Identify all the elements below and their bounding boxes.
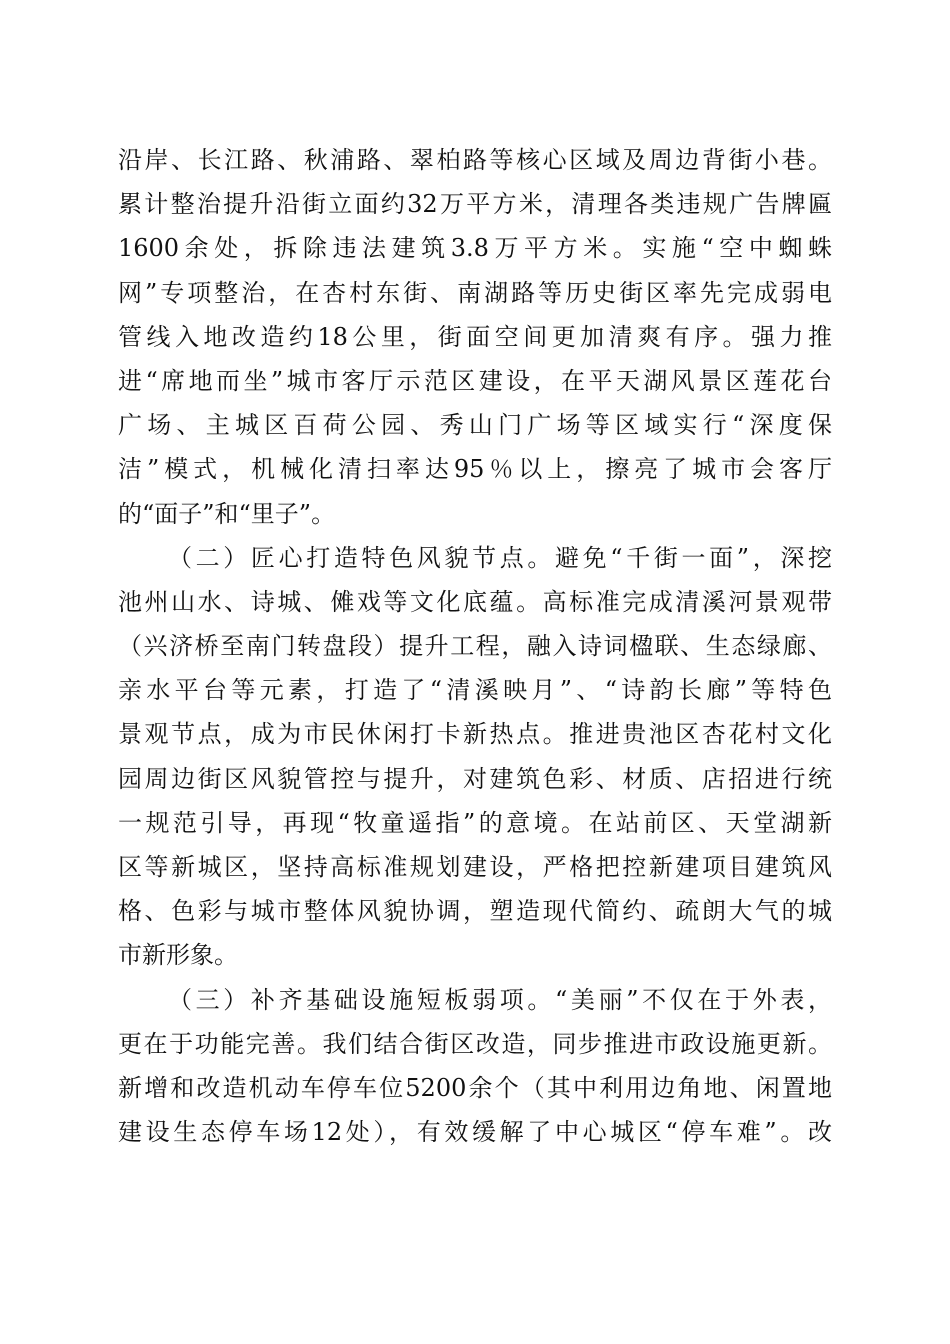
text-line: 一规范引导，再现“牧童遥指”的意境。在站前区、天堂湖新	[118, 808, 832, 837]
text-line: 新增和改造机动车停车位5200余个（其中利用边角地、闲置地	[118, 1073, 832, 1102]
text-line: 园周边街区风貌管控与提升，对建筑色彩、材质、店招进行统	[118, 764, 832, 793]
document-body	[118, 138, 832, 1154]
text-line: 管线入地改造约18公里，街面空间更加清爽有序。强力推	[118, 322, 832, 351]
paragraph-heading-line: （三）补齐基础设施短板弱项。“美丽”不仅在于外表，	[168, 985, 832, 1014]
text-line: （兴济桥至南门转盘段）提升工程，融入诗词楹联、生态绿廊、	[118, 632, 832, 661]
text-line: 格、色彩与城市整体风貌协调，塑造现代简约、疏朗大气的城	[118, 897, 832, 926]
text-line: 进“席地而坐”城市客厅示范区建设，在平天湖风景区莲花台	[118, 366, 832, 395]
text-line: 1600余处，拆除违法建筑3.8万平方米。实施“空中蜘蛛	[118, 234, 832, 263]
text-line: 广场、主城区百荷公园、秀山门广场等区域实行“深度保	[118, 411, 832, 440]
text-line: 的“面子”和“里子”。	[118, 499, 336, 528]
text-line: 亲水平台等元素，打造了“清溪映月”、“诗韵长廊”等特色	[118, 676, 832, 705]
text-line: 洁”模式，机械化清扫率达95％以上，擦亮了城市会客厅	[118, 455, 832, 484]
text-line: 市新形象。	[118, 941, 238, 970]
paragraph-heading-line: （二）匠心打造特色风貌节点。避免“千街一面”，深挖	[168, 543, 832, 572]
text-line: 网”专项整治，在杏村东街、南湖路等历史街区率先完成弱电	[118, 278, 832, 307]
text-line: 累计整治提升沿街立面约32万平方米，清理各类违规广告牌匾	[118, 190, 832, 219]
text-line: 区等新城区，坚持高标准规划建设，严格把控新建项目建筑风	[118, 853, 832, 881]
text-line: 池州山水、诗城、傩戏等文化底蕴。高标准完成清溪河景观带	[118, 587, 832, 616]
text-line: 建设生态停车场12处），有效缓解了中心城区“停车难”。改	[118, 1118, 832, 1147]
text-line: 沿岸、长江路、秋浦路、翠柏路等核心区域及周边背街小巷。	[118, 146, 832, 174]
text-line: 景观节点，成为市民休闲打卡新热点。推进贵池区杏花村文化	[118, 720, 832, 749]
text-line: 更在于功能完善。我们结合街区改造，同步推进市政设施更新。	[118, 1029, 832, 1058]
